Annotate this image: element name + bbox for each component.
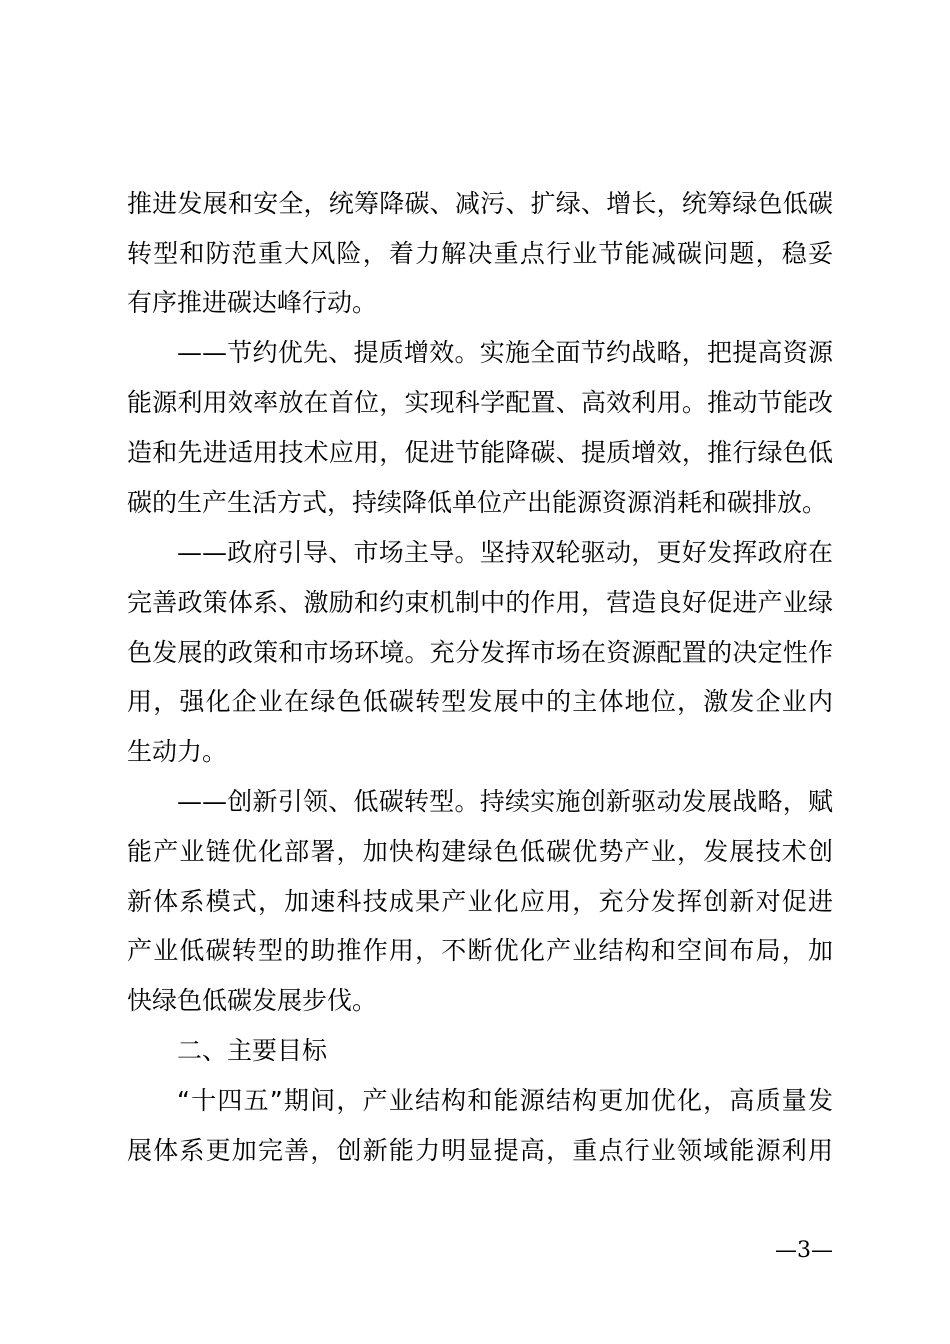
page-number: —3— bbox=[775, 1238, 833, 1263]
paragraph-line: ——政府引导、市场主导。坚持双轮驱动，更好发挥政府在 bbox=[177, 538, 833, 567]
paragraph-line: 碳的生产生活方式，持续降低单位产出能源资源消耗和碳排放。 bbox=[127, 488, 828, 517]
paragraph-line: 新体系模式，加速科技成果产业化应用，充分发挥创新对促进 bbox=[127, 887, 833, 916]
paragraph-line: “十四五”期间，产业结构和能源结构更加优化，高质量发 bbox=[177, 1086, 833, 1115]
section-heading: 二、主要目标 bbox=[177, 1036, 328, 1065]
paragraph-line: 快绿色低碳发展步伐。 bbox=[127, 986, 378, 1015]
paragraph-line: 色发展的政策和市场环境。充分发挥市场在资源配置的决定性作 bbox=[127, 638, 833, 667]
paragraph-line: 展体系更加完善，创新能力明显提高，重点行业领域能源利用 bbox=[127, 1136, 833, 1165]
paragraph-line: 推进发展和安全，统筹降碳、减污、扩绿、增长，统筹绿色低碳 bbox=[127, 189, 833, 218]
paragraph-line: 完善政策体系、激励和约束机制中的作用，营造良好促进产业绿 bbox=[127, 588, 833, 617]
paragraph-line: 能产业链优化部署，加快构建绿色低碳优势产业，发展技术创 bbox=[127, 837, 833, 866]
paragraph-line: 生动力。 bbox=[127, 737, 228, 766]
paragraph-line: ——节约优先、提质增效。实施全面节约战略，把提高资源 bbox=[177, 338, 833, 367]
paragraph-line: 用，强化企业在绿色低碳转型发展中的主体地位，激发企业内 bbox=[127, 687, 833, 716]
paragraph-line: 能源利用效率放在首位，实现科学配置、高效利用。推动节能改 bbox=[127, 388, 833, 417]
paragraph-line: ——创新引领、低碳转型。持续实施创新驱动发展战略，赋 bbox=[177, 787, 833, 816]
paragraph-line: 产业低碳转型的助推作用，不断优化产业结构和空间布局，加 bbox=[127, 936, 833, 965]
paragraph-line: 转型和防范重大风险，着力解决重点行业节能减碳问题，稳妥 bbox=[127, 239, 833, 268]
paragraph-line: 有序推进碳达峰行动。 bbox=[127, 288, 378, 317]
paragraph-line: 造和先进适用技术应用，促进节能降碳、提质增效，推行绿色低 bbox=[127, 438, 833, 467]
